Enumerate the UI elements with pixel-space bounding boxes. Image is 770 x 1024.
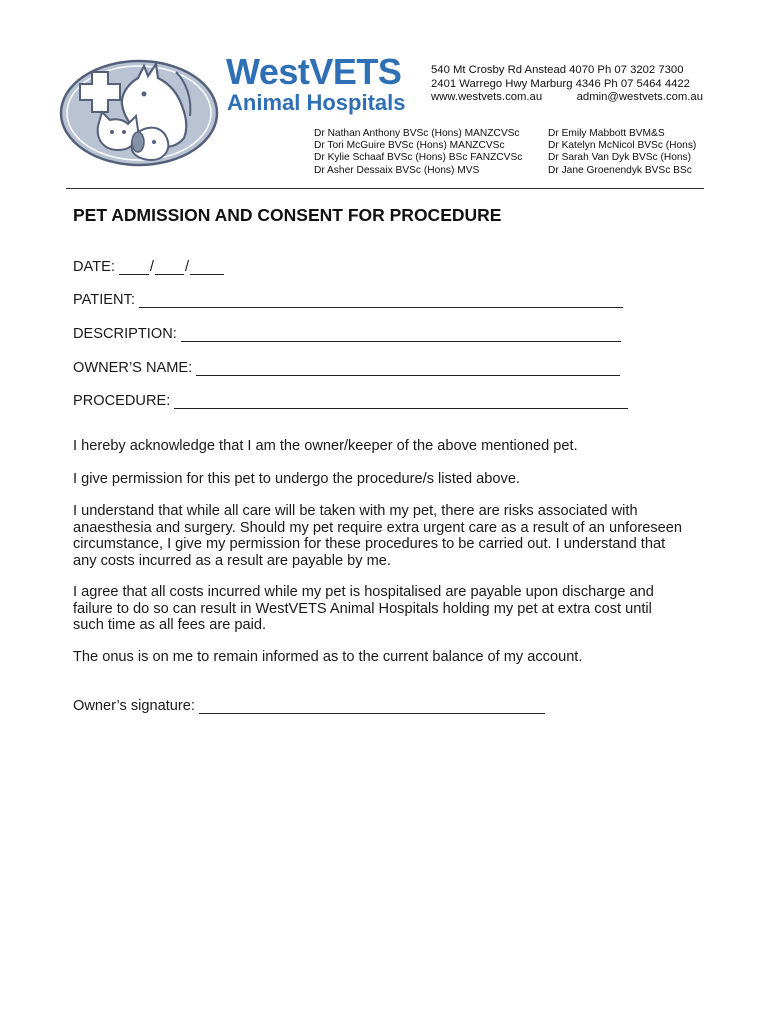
description-field[interactable] — [181, 327, 621, 342]
paragraph-line: I agree that all costs incurred while my pet is hospitalised are payable upon discharge and — [73, 584, 654, 600]
date-year-field[interactable] — [190, 260, 224, 275]
acknowledgement-paragraph — [73, 438, 713, 455]
website-link[interactable]: www.westvets.com.au — [431, 91, 543, 103]
date-separator: / — [149, 259, 154, 275]
email-link[interactable]: admin@westvets.com.au — [576, 91, 703, 103]
signature-field-row — [73, 696, 545, 714]
vet-name: Dr Nathan Anthony BVSc (Hons) MANZCVSc — [314, 128, 520, 139]
vet-name: Dr Asher Dessaix BVSc (Hons) MVS — [314, 164, 480, 176]
date-day-field[interactable] — [119, 260, 149, 275]
paragraph-line: failure to do so can result in WestVETS Animal Hospitals holding my pet at extra cost until — [73, 600, 652, 617]
description-field-row — [73, 324, 621, 342]
contact-block — [431, 64, 703, 105]
owner-name-label: OWNER’S NAME: — [73, 360, 193, 376]
account-balance-paragraph — [73, 649, 713, 666]
vets-list-right — [548, 128, 696, 177]
procedure-field[interactable] — [174, 394, 628, 409]
description-label: DESCRIPTION: — [73, 326, 177, 342]
procedure-label: PROCEDURE: — [73, 393, 171, 409]
vet-name: Dr Jane Groenendyk BVSc BSc — [548, 164, 692, 176]
permission-paragraph — [73, 471, 713, 488]
patient-field[interactable] — [139, 293, 623, 308]
paragraph-line: I hereby acknowledge that I am the owner/keeper of the above mentioned pet. — [73, 438, 578, 454]
risk-paragraph — [73, 503, 713, 569]
address-marburg: 2401 Warrego Hwy Marburg 4346 Ph 07 5464 4422 — [431, 77, 690, 90]
clinic-logo-icon — [58, 58, 220, 168]
costs-paragraph — [73, 584, 713, 634]
paragraph-line: anaesthesia and surgery. Should my pet require extra urgent care as a result of an unforeseen — [73, 519, 682, 536]
header-divider — [66, 188, 704, 189]
paragraph-line: such time as all fees are paid. — [73, 617, 267, 634]
brand-subtitle: Animal Hospitals — [227, 90, 406, 115]
paragraph-line: I understand that while all care will be taken with my pet, there are risks associated with — [73, 503, 638, 519]
date-month-field[interactable] — [155, 260, 184, 275]
paragraph-line: circumstance, I give my permission for these procedures to be carried out. I understand that — [73, 536, 666, 553]
paragraph-line: I give permission for this pet to undergo the procedure/s listed above. — [73, 471, 520, 487]
date-separator: / — [184, 259, 190, 275]
owner-name-field[interactable] — [196, 361, 620, 376]
brand-name: WestVETS — [226, 51, 402, 92]
vet-name: Dr Katelyn McNicol BVSc (Hons) — [548, 140, 697, 152]
form-title: PET ADMISSION AND CONSENT FOR PROCEDURE — [73, 205, 502, 225]
address-anstead: 540 Mt Crosby Rd Anstead 4070 Ph 07 3202 7300 — [431, 64, 684, 76]
vet-name: Dr Tori McGuire BVSc (Hons) MANZCVSc — [314, 140, 505, 152]
procedure-field-row — [73, 391, 628, 409]
vet-name: Dr Sarah Van Dyk BVSc (Hons) — [548, 152, 692, 164]
signature-field[interactable] — [199, 699, 545, 714]
paragraph-line: any costs incurred as a result are payable by me. — [73, 552, 391, 569]
vets-list-left — [314, 128, 522, 177]
signature-label: Owner’s signature: — [73, 698, 195, 714]
date-field-row — [73, 257, 224, 275]
vet-name: Dr Emily Mabbott BVM&S — [548, 128, 665, 139]
patient-label: PATIENT: — [73, 292, 135, 308]
date-label: DATE: — [73, 259, 115, 275]
patient-field-row — [73, 290, 623, 308]
paragraph-line: The onus is on me to remain informed as to the current balance of my account. — [73, 649, 583, 665]
owner-name-field-row — [73, 358, 620, 376]
vet-name: Dr Kylie Schaaf BVSc (Hons) BSc FANZCVSc — [314, 152, 523, 164]
